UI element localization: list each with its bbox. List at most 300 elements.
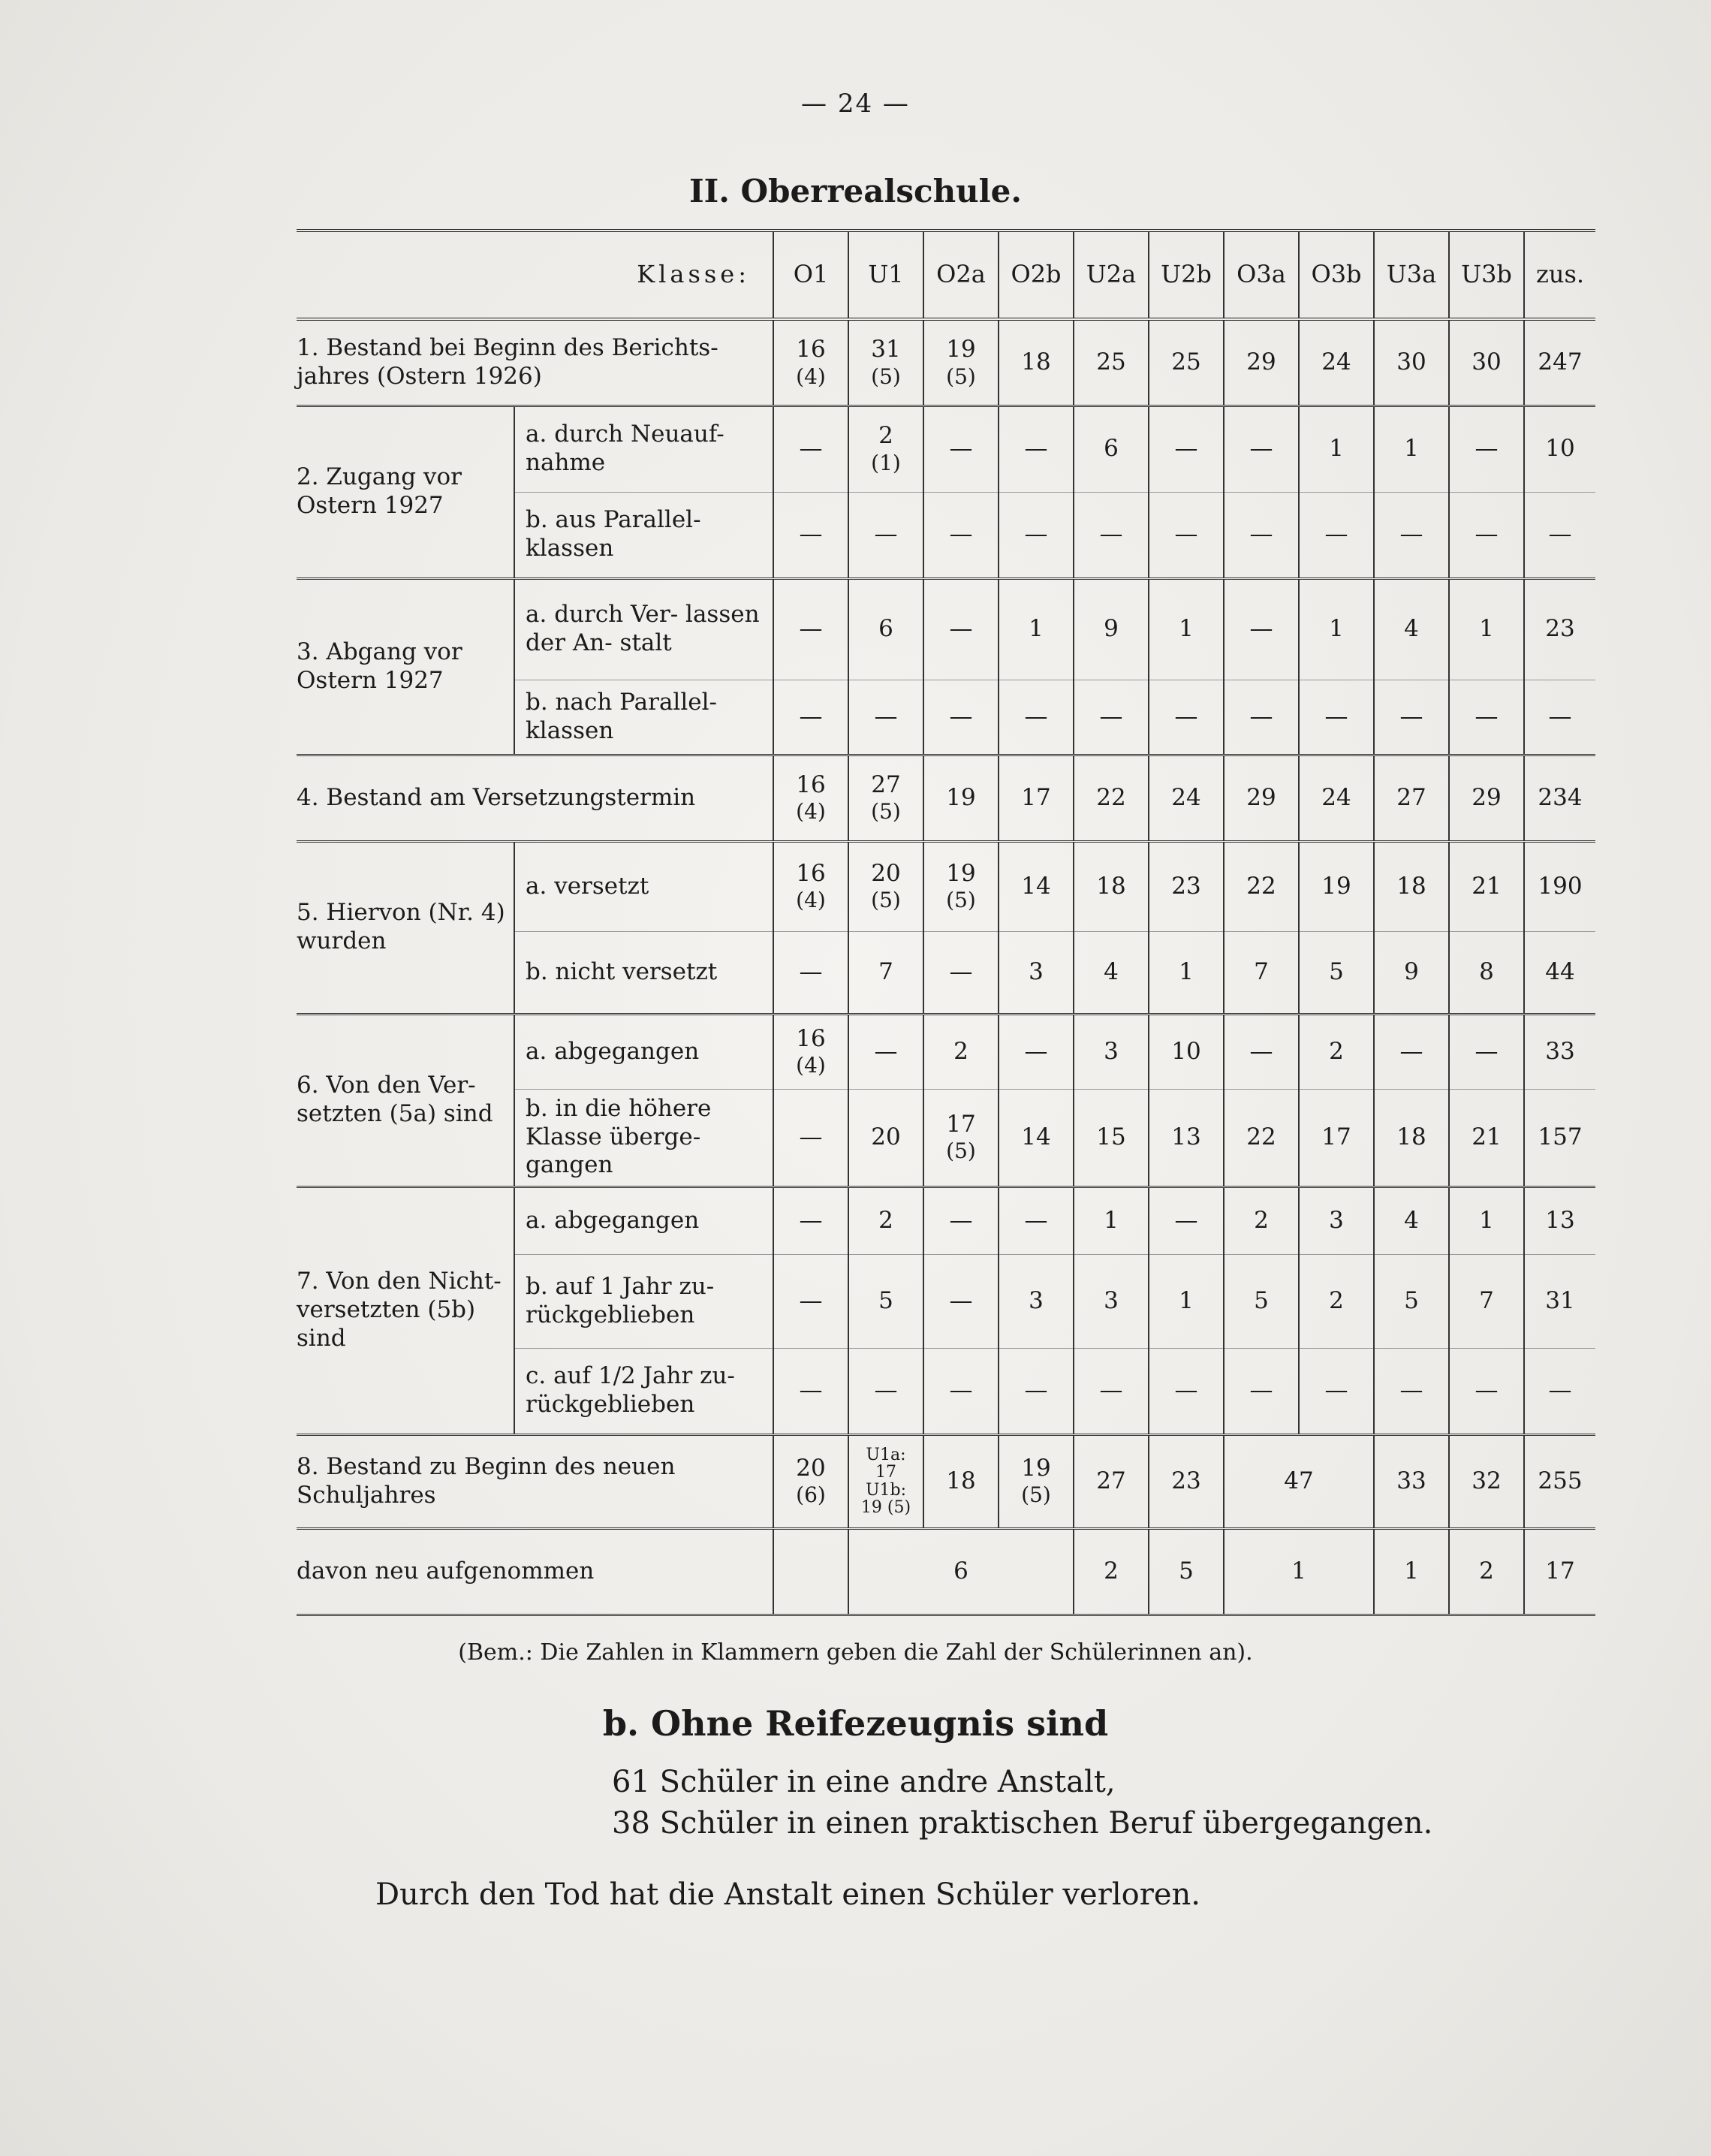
table-note: (Bem.: Die Zahlen in Klammern geben die Zahl der Schülerinnen an).	[458, 1639, 1253, 1666]
table-cell	[848, 319, 923, 406]
table-cell	[923, 492, 999, 578]
table-cell	[923, 931, 999, 1014]
cell-value: —	[799, 1206, 823, 1234]
table-cell	[923, 319, 999, 406]
cell-value: 2	[878, 1206, 893, 1234]
table-cell	[1524, 1014, 1595, 1089]
cell-value: 5	[1254, 1286, 1269, 1314]
cell-value: —	[949, 1206, 973, 1234]
cell-value: —	[874, 1377, 898, 1404]
cell-value: 16	[796, 859, 826, 887]
cell-value: 31	[871, 335, 901, 363]
cell-value: 1	[1479, 1206, 1494, 1234]
cell-value: 44	[1545, 957, 1575, 985]
table-cell	[1074, 319, 1149, 406]
cell-value: —	[874, 1037, 898, 1065]
table-cell	[1149, 1089, 1224, 1187]
cell-value: 3	[1029, 957, 1044, 985]
cell-u3a: 33	[1374, 1434, 1449, 1528]
cell-value: 24	[1321, 783, 1351, 811]
table-cell	[923, 680, 999, 755]
table-cell	[1074, 1254, 1149, 1348]
cell-value: —	[799, 957, 823, 985]
cell-value: —	[1475, 520, 1499, 548]
table-cell	[1224, 578, 1299, 680]
row-sublabel: b. nicht versetzt	[514, 931, 773, 1014]
cell-u1a-value: 17	[875, 1463, 896, 1482]
cell-value: 13	[1545, 1206, 1575, 1234]
table-cell	[773, 1348, 848, 1434]
table-cell	[1224, 319, 1299, 406]
table-cell	[848, 1254, 923, 1348]
cell-value: —	[1399, 520, 1423, 548]
row-label: 1. Bestand bei Beginn des Berichts- jahres (Ostern 1926)	[297, 319, 773, 406]
table-cell	[1374, 406, 1449, 492]
table-cell	[1449, 578, 1524, 680]
cell-value: 17	[946, 1110, 976, 1138]
table-cell	[999, 931, 1074, 1014]
cell-value: —	[1324, 1377, 1348, 1404]
cell-value: 20	[871, 859, 901, 887]
table-cell	[999, 1014, 1074, 1089]
table-cell	[999, 1187, 1074, 1254]
cell-value: 2	[878, 422, 893, 450]
header-col: O1	[773, 231, 848, 319]
table-cell	[923, 1348, 999, 1434]
cell-value: —	[1324, 702, 1348, 730]
cell-value: —	[874, 702, 898, 730]
cell-value: 10	[1171, 1037, 1201, 1065]
table-cell	[1074, 1014, 1149, 1089]
cell-value: 24	[1321, 348, 1351, 375]
row-sublabel: b. in die höhere Klasse überge- gangen	[514, 1089, 773, 1187]
table-cell	[1299, 1254, 1374, 1348]
table-cell	[1299, 492, 1374, 578]
table-cell	[1374, 931, 1449, 1014]
cell-value: —	[949, 435, 973, 463]
cell-u2a: 27	[1074, 1434, 1149, 1528]
cell-u2b: 5	[1149, 1528, 1224, 1615]
table-cell	[848, 492, 923, 578]
cell-zus: 255	[1524, 1434, 1595, 1528]
cell-value: 16	[796, 335, 826, 363]
cell-value: —	[1475, 435, 1499, 463]
table-header-row	[297, 231, 1595, 319]
cell-value: 27	[1396, 783, 1426, 811]
cell-value: —	[799, 435, 823, 463]
table-cell	[923, 1014, 999, 1089]
table-cell	[1224, 1014, 1299, 1089]
cell-value: 21	[1472, 1123, 1502, 1150]
table-row	[297, 841, 1595, 931]
table-row	[297, 1187, 1595, 1254]
row-sublabel: a. abgegangen	[514, 1014, 773, 1089]
cell-value: 1	[1179, 1286, 1194, 1314]
cell-value: 19	[946, 783, 976, 811]
table-cell	[1149, 492, 1224, 578]
row-sublabel: a. durch Ver- lassen der An- stalt	[514, 578, 773, 680]
cell-u3b: 32	[1449, 1434, 1524, 1528]
table-cell	[1224, 755, 1299, 841]
cell-value: —	[799, 702, 823, 730]
cell-u1b-label: U1b:	[865, 1480, 907, 1500]
table-cell	[1374, 680, 1449, 755]
table-cell	[1524, 406, 1595, 492]
cell-u3a: 1	[1374, 1528, 1449, 1615]
table-cell	[999, 680, 1074, 755]
cell-value: 18	[1396, 872, 1426, 900]
cell-value: —	[1024, 1377, 1048, 1404]
table-cell	[1299, 755, 1374, 841]
table-cell	[1449, 841, 1524, 931]
cell-paren: (5)	[1021, 1482, 1051, 1508]
cell-value: —	[1548, 520, 1572, 548]
cell-value: 22	[1246, 872, 1276, 900]
table-cell	[999, 319, 1074, 406]
cell-value: 25	[1171, 348, 1201, 375]
table-cell	[848, 1187, 923, 1254]
row-sublabel: b. auf 1 Jahr zu- rückgeblieben	[514, 1254, 773, 1348]
cell-value: —	[949, 1286, 973, 1314]
text-line: Durch den Tod hat die Anstalt einen Schüler verloren.	[375, 1877, 1200, 1912]
table-cell	[923, 1254, 999, 1348]
header-col: U2a	[1074, 231, 1149, 319]
cell-value: 19	[946, 859, 976, 887]
table-row	[297, 755, 1595, 841]
header-col: U3a	[1374, 231, 1449, 319]
row-label: 6. Von den Ver- setzten (5a) sind	[297, 1014, 514, 1187]
table-cell	[1524, 841, 1595, 931]
cell-paren: (4)	[796, 363, 826, 389]
table-cell	[1374, 319, 1449, 406]
table-cell	[1149, 1014, 1224, 1089]
cell-value: 20	[796, 1454, 826, 1482]
row-label: davon neu aufgenommen	[297, 1528, 773, 1615]
cell-value: 31	[1545, 1286, 1575, 1314]
table-cell	[1224, 1187, 1299, 1254]
table-cell	[1074, 841, 1149, 931]
table-row	[297, 319, 1595, 406]
cell-o3: 1	[1224, 1528, 1374, 1615]
cell-o2b	[999, 1434, 1074, 1528]
table-cell	[1299, 1348, 1374, 1434]
table-cell	[1224, 931, 1299, 1014]
row-label: 3. Abgang vor Ostern 1927	[297, 578, 514, 755]
table-cell	[773, 1187, 848, 1254]
cell-value: 2	[1329, 1037, 1344, 1065]
table-cell	[1449, 680, 1524, 755]
row-sublabel: c. auf 1/2 Jahr zu- rückgeblieben	[514, 1348, 773, 1434]
cell-value: —	[1475, 1037, 1499, 1065]
table-cell	[848, 680, 923, 755]
cell-paren: (1)	[871, 450, 901, 475]
table-cell	[1074, 755, 1149, 841]
cell-value: —	[949, 615, 973, 643]
cell-value: —	[799, 1123, 823, 1150]
table-cell	[1149, 755, 1224, 841]
cell-value: —	[1099, 702, 1123, 730]
table-cell	[773, 492, 848, 578]
header-col: O3b	[1299, 231, 1374, 319]
table-cell	[848, 841, 923, 931]
table-cell	[999, 1348, 1074, 1434]
cell-value: —	[1399, 1037, 1423, 1065]
cell-value: —	[1099, 1377, 1123, 1404]
row-sublabel: a. versetzt	[514, 841, 773, 931]
cell-paren: (4)	[796, 799, 826, 825]
table-cell	[1524, 1089, 1595, 1187]
header-col: O2a	[923, 231, 999, 319]
table-cell	[848, 1089, 923, 1187]
table-cell	[999, 841, 1074, 931]
cell-value: 9	[1104, 615, 1119, 643]
cell-value: 7	[1254, 957, 1269, 985]
table-cell	[848, 1014, 923, 1089]
cell-value: 3	[1104, 1037, 1119, 1065]
table-cell	[923, 578, 999, 680]
table-cell	[1149, 931, 1224, 1014]
cell-value: —	[1475, 1377, 1499, 1404]
cell-paren: (5)	[946, 363, 976, 389]
cell-value: —	[1174, 520, 1198, 548]
cell-u1-o2: 6	[848, 1528, 1074, 1615]
table-cell	[1224, 492, 1299, 578]
cell-value: 5	[878, 1286, 893, 1314]
header-col: U2b	[1149, 231, 1224, 319]
table-cell	[1449, 1348, 1524, 1434]
cell-o3: 47	[1224, 1434, 1374, 1528]
table-cell	[1074, 578, 1149, 680]
table-cell	[1449, 1089, 1524, 1187]
cell-value: 27	[871, 770, 901, 798]
table-cell	[1449, 406, 1524, 492]
cell-value: 1	[1029, 615, 1044, 643]
table-cell	[1299, 1089, 1374, 1187]
header-col: zus.	[1524, 231, 1595, 319]
table-cell	[1074, 406, 1149, 492]
cell-o2a: 18	[923, 1434, 999, 1528]
table-cell	[1374, 578, 1449, 680]
cell-value: 24	[1171, 783, 1201, 811]
cell-value: 22	[1246, 1123, 1276, 1150]
cell-value: —	[1249, 1037, 1273, 1065]
table-cell	[1449, 1254, 1524, 1348]
table-cell	[1524, 319, 1595, 406]
cell-u2a: 2	[1074, 1528, 1149, 1615]
cell-value: —	[1249, 435, 1273, 463]
table-cell	[1224, 680, 1299, 755]
table-cell	[1524, 680, 1595, 755]
row-sublabel: a. abgegangen	[514, 1187, 773, 1254]
cell-value: 1	[1329, 615, 1344, 643]
table-cell	[999, 492, 1074, 578]
cell-value: 18	[1396, 1123, 1426, 1150]
cell-value: —	[1475, 702, 1499, 730]
cell-value: 17	[1321, 1123, 1351, 1150]
cell-value: 29	[1246, 348, 1276, 375]
cell-value: —	[1174, 702, 1198, 730]
table-cell	[848, 755, 923, 841]
cell-paren: (5)	[871, 888, 901, 913]
cell-value: 30	[1396, 348, 1426, 375]
cell-value: 1	[1404, 435, 1419, 463]
table-cell	[773, 406, 848, 492]
table-cell	[773, 319, 848, 406]
table-cell	[1224, 841, 1299, 931]
cell-value: 19	[1021, 1454, 1051, 1482]
row-sublabel: a. durch Neuauf- nahme	[514, 406, 773, 492]
cell-value: 25	[1096, 348, 1126, 375]
table-cell	[773, 755, 848, 841]
header-col: O2b	[999, 231, 1074, 319]
cell-value: 5	[1404, 1286, 1419, 1314]
cell-value: —	[1249, 615, 1273, 643]
table-cell	[1299, 406, 1374, 492]
cell-value: —	[1024, 1206, 1048, 1234]
text-line: 61 Schüler in eine andre Anstalt,	[612, 1765, 1116, 1799]
table-cell	[848, 931, 923, 1014]
table-cell	[923, 755, 999, 841]
cell-value: 22	[1096, 783, 1126, 811]
cell-value: 30	[1472, 348, 1502, 375]
table-cell	[923, 1089, 999, 1187]
table-cell	[1299, 680, 1374, 755]
table-cell	[773, 841, 848, 931]
table-cell	[1149, 319, 1224, 406]
cell-u1	[848, 1434, 923, 1528]
table-cell	[1074, 680, 1149, 755]
table-cell	[773, 578, 848, 680]
statistics-table	[297, 229, 1595, 1616]
table-cell	[1074, 931, 1149, 1014]
cell-value: —	[1399, 702, 1423, 730]
cell-paren: (4)	[796, 888, 826, 913]
table-cell	[1149, 578, 1224, 680]
table-cell	[999, 1254, 1074, 1348]
cell-value: 1	[1479, 615, 1494, 643]
table-cell	[1149, 1254, 1224, 1348]
cell-value: —	[1174, 1377, 1198, 1404]
cell-value: —	[1024, 1037, 1048, 1065]
cell-value: 7	[1479, 1286, 1494, 1314]
table-cell	[848, 578, 923, 680]
cell-value: 4	[1404, 1206, 1419, 1234]
table-row	[297, 1014, 1595, 1089]
table-cell	[1074, 492, 1149, 578]
table-cell	[1224, 1089, 1299, 1187]
row-label: 7. Von den Nicht- versetzten (5b) sind	[297, 1187, 514, 1434]
cell-value: —	[1174, 1206, 1198, 1234]
cell-value: 23	[1545, 615, 1575, 643]
cell-value: —	[1024, 702, 1048, 730]
cell-paren: (4)	[796, 1053, 826, 1078]
cell-value: 1	[1329, 435, 1344, 463]
table-cell	[1149, 1187, 1224, 1254]
cell-value: —	[1548, 702, 1572, 730]
cell-o1	[773, 1528, 848, 1615]
cell-value: 6	[1104, 435, 1119, 463]
table-cell	[1524, 931, 1595, 1014]
table-cell	[1074, 1089, 1149, 1187]
cell-o1	[773, 1434, 848, 1528]
cell-value: —	[1324, 520, 1348, 548]
cell-value: 234	[1538, 783, 1583, 811]
cell-value: 1	[1179, 615, 1194, 643]
cell-value: 1	[1179, 957, 1194, 985]
cell-value: —	[1024, 435, 1048, 463]
table-cell	[1449, 931, 1524, 1014]
table-cell	[1374, 755, 1449, 841]
cell-value: 17	[1021, 783, 1051, 811]
cell-value: —	[799, 520, 823, 548]
text-line: 38 Schüler in einen praktischen Beruf übergegangen.	[612, 1806, 1433, 1841]
cell-value: 13	[1171, 1123, 1201, 1150]
table-cell	[1149, 1348, 1224, 1434]
cell-value: 14	[1021, 872, 1051, 900]
cell-paren: (5)	[946, 888, 976, 913]
cell-value: —	[799, 1377, 823, 1404]
cell-value: 3	[1329, 1206, 1344, 1234]
cell-paren: (5)	[946, 1138, 976, 1164]
table-cell	[1299, 1014, 1374, 1089]
table-row	[297, 1434, 1595, 1528]
table-cell	[1449, 755, 1524, 841]
cell-value: —	[1249, 1377, 1273, 1404]
cell-value: 15	[1096, 1123, 1126, 1150]
table-cell	[1224, 1348, 1299, 1434]
table-cell	[773, 1014, 848, 1089]
table-cell	[999, 1089, 1074, 1187]
cell-value: 247	[1538, 348, 1583, 375]
cell-value: —	[949, 1377, 973, 1404]
cell-value: 16	[796, 770, 826, 798]
table-cell	[1449, 319, 1524, 406]
cell-value: —	[1249, 702, 1273, 730]
table-cell	[1149, 841, 1224, 931]
cell-u1b-value: 19 (5)	[860, 1497, 911, 1517]
cell-value: 190	[1538, 872, 1583, 900]
cell-value: 29	[1472, 783, 1502, 811]
table-cell	[848, 1348, 923, 1434]
cell-value: 19	[1321, 872, 1351, 900]
cell-value: 8	[1479, 957, 1494, 985]
row-label: 5. Hiervon (Nr. 4) wurden	[297, 841, 514, 1014]
cell-u2b: 23	[1149, 1434, 1224, 1528]
table-cell	[1449, 492, 1524, 578]
cell-value: 19	[946, 335, 976, 363]
table-row	[297, 578, 1595, 680]
table-cell	[1524, 1254, 1595, 1348]
row-sublabel: b. nach Parallel- klassen	[514, 680, 773, 755]
table-cell	[773, 1254, 848, 1348]
table-cell	[1224, 1254, 1299, 1348]
table-cell	[1374, 492, 1449, 578]
cell-value: 18	[1021, 348, 1051, 375]
cell-value: —	[1548, 1377, 1572, 1404]
table-cell	[1299, 319, 1374, 406]
cell-value: —	[1174, 435, 1198, 463]
table-row	[297, 406, 1595, 492]
table-cell	[773, 931, 848, 1014]
cell-paren: (6)	[796, 1482, 826, 1508]
table-cell	[1374, 841, 1449, 931]
table-cell	[1299, 1187, 1374, 1254]
table-cell	[1449, 1187, 1524, 1254]
cell-value: —	[1024, 520, 1048, 548]
cell-value: —	[1249, 520, 1273, 548]
page-number: — 24 —	[801, 89, 910, 119]
table-cell	[1299, 578, 1374, 680]
